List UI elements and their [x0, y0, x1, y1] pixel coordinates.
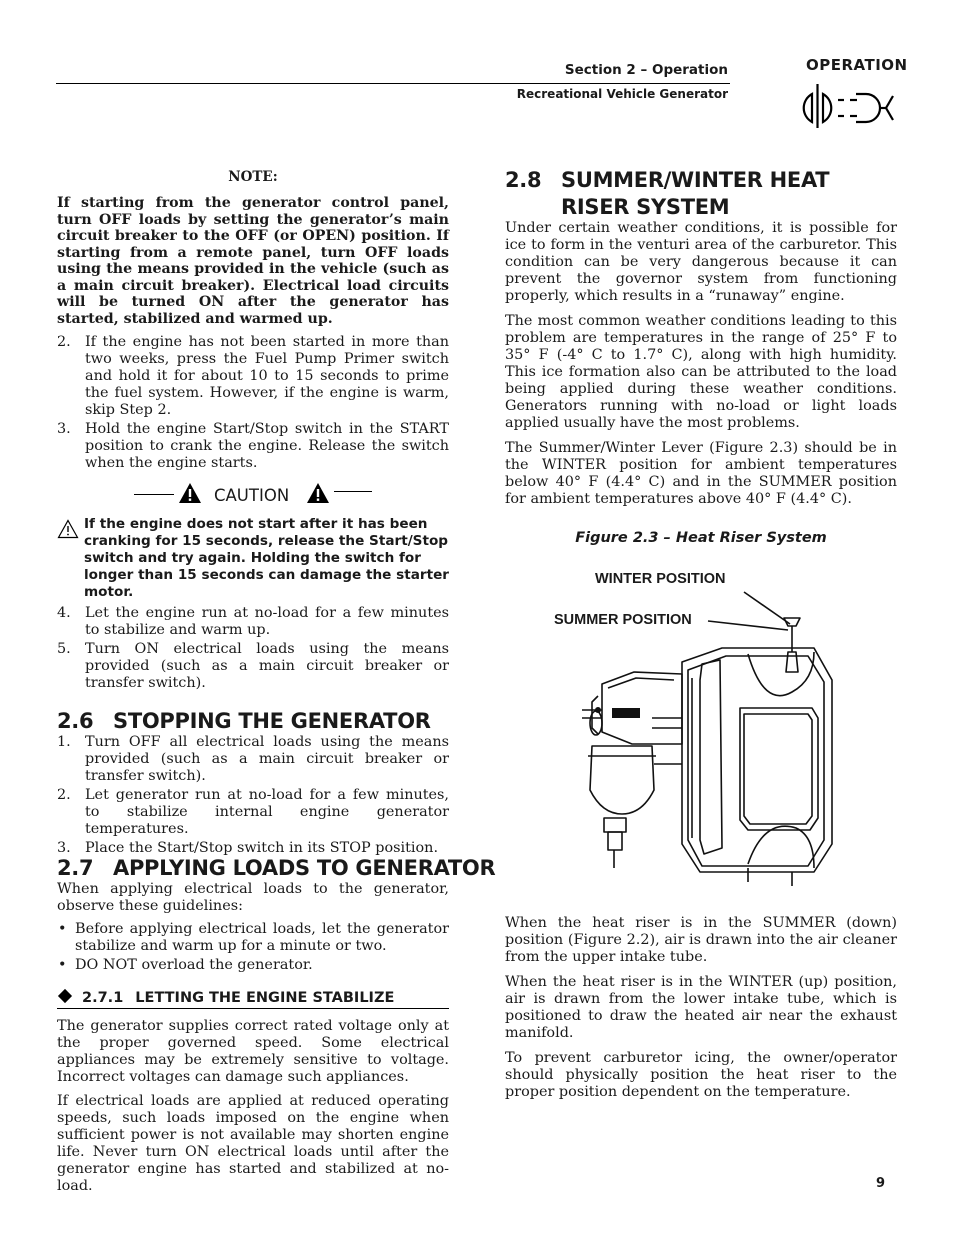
- warning-triangle-icon: [178, 482, 202, 504]
- list-item: 1. Turn OFF all electrical loads using the means provided (such as a main circuit breaker or transfer switch).: [57, 734, 449, 784]
- caution-block: [57, 516, 449, 601]
- section-2-8-body-2: [505, 915, 897, 1101]
- note-title: NOTE:: [228, 169, 278, 185]
- subsection-2-7-1-body: [57, 1018, 449, 1195]
- diamond-bullet-icon: [58, 989, 72, 1003]
- list-item: 3. Place the Start/Stop switch in its STOP position.: [57, 840, 439, 856]
- section-2-6-body: [57, 734, 449, 859]
- section-heading-2-6: 2.6 STOPPING THE GENERATOR: [57, 709, 431, 733]
- header-rule: [56, 83, 730, 84]
- list-item: 2. Let generator run at no-load for a few minutes, to stabilize internal engine generator temperatures.: [57, 787, 449, 837]
- subsection-heading-2-7-1: 2.7.1 LETTING THE ENGINE STABILIZE: [57, 990, 449, 1009]
- figure-label-summer: SUMMER POSITION: [554, 612, 692, 628]
- start-steps-b: [57, 605, 449, 692]
- section-heading-2-8: 2.8 SUMMER/WINTER HEAT RISER SYSTEM: [505, 168, 830, 219]
- section-2-7-body: [57, 881, 449, 976]
- caution-text: If the engine does not start after it has been cranking for 15 seconds, release the Start/Stop switch and try again. Holding the switch for longer than 15 seconds can damage the starter motor.: [84, 516, 449, 600]
- header-section: Section 2 – Operation: [564, 62, 728, 78]
- paragraph: Under certain weather conditions, it is possible for ice to form in the venturi area of the carburetor. This condition can be very dangerous because it can prevent the governor system from functioning properly, which results in a “runaway” engine.: [505, 220, 897, 304]
- list-item: 4. Let the engine run at no-load for a few minutes to stabilize and warm up.: [57, 605, 449, 638]
- heat-riser-figure: [552, 568, 897, 893]
- start-steps-a: [57, 334, 449, 472]
- list-item: 2. If the engine has not been started in more than two weeks, press the Fuel Pump Primer switch and hold it for about 10 to 15 seconds to prime the fuel system. However, if the engine is warm, skip Step 2.: [57, 334, 449, 418]
- header-subtitle: Recreational Vehicle Generator: [516, 87, 728, 101]
- list-item: • Before applying electrical loads, let the generator stabilize and warm up for a minute or two.: [58, 921, 449, 954]
- paragraph: To prevent carburetor icing, the owner/operator should physically position the heat riser to the proper position dependent on the temperature.: [505, 1050, 897, 1100]
- heat-riser-drawing: [552, 568, 897, 893]
- paragraph: When the heat riser is in the SUMMER (down) position (Figure 2.2), air is drawn into the air cleaner from the upper intake tube.: [505, 915, 897, 965]
- note-body: If starting from the generator control panel, turn OFF loads by setting the generator’s main circuit breaker to the OFF (or OPEN) position. If starting from a remote panel, turn OFF loads using the means provided in the vehicle (such as a main circuit breaker). Electrical load circuits will be turned ON after the generator has started, stabilized and warmed up.: [57, 195, 449, 327]
- section-heading-2-7: 2.7 APPLYING LOADS TO GENERATOR: [57, 856, 496, 880]
- list-item: • DO NOT overload the generator.: [58, 957, 313, 973]
- paragraph: The generator supplies correct rated voltage only at the proper governed speed. Some electrical appliances may be extremely sensitive to voltage. Incorrect voltages can damage such appliances.: [57, 1018, 449, 1085]
- paragraph: The most common weather conditions leading to this problem are temperatures in the range of 25° F to 35° F (-4° C to 1.7° C), along with high humidity. This ice formation also can be attributed to the load being applied during these weather conditions. Generators running with no-load or light loads applied usually have the most problems.: [505, 313, 897, 431]
- warning-triangle-icon: [306, 482, 330, 504]
- section-2-7-intro: When applying electrical loads to the generator, observe these guidelines:: [57, 881, 449, 914]
- paragraph: The Summer/Winter Lever (Figure 2.3) should be in the WINTER position for ambient temperatures below 40° F (4.4° C) and in the SUMMER position for ambient temperatures above 40° F (4.4° C).: [505, 440, 897, 507]
- operation-label: OPERATION: [806, 56, 908, 74]
- page-number: 9: [876, 1176, 886, 1191]
- list-item: 5. Turn ON electrical loads using the means provided (such as a main circuit breaker or transfer switch).: [57, 641, 449, 691]
- caution-label: CAUTION: [214, 486, 290, 505]
- paragraph: When the heat riser is in the WINTER (up) position, air is drawn from the lower intake tube, which is positioned to draw the heated air near the exhaust manifold.: [505, 974, 897, 1041]
- figure-label-winter: WINTER POSITION: [595, 571, 726, 587]
- left-column: [57, 169, 449, 474]
- stopping-steps: [57, 734, 449, 857]
- paragraph: If electrical loads are applied at reduced operating speeds, such loads imposed on the engine when sufficient power is not available may shorten engine life. Never turn ON electrical loads until after the generator engine has started and stabilized at no-load.: [57, 1093, 449, 1194]
- section-2-8-body: [505, 220, 897, 508]
- caution-bar: [134, 482, 374, 508]
- plug-socket-icon: [800, 78, 900, 134]
- loads-guidelines: [57, 921, 449, 974]
- list-item: 3. Hold the engine Start/Stop switch in the START position to crank the engine. Release the switch when the engine starts.: [57, 421, 449, 471]
- figure-caption: Figure 2.3 – Heat Riser System: [575, 530, 827, 546]
- warning-outline-icon: [57, 519, 79, 539]
- start-steps-b-block: [57, 605, 449, 694]
